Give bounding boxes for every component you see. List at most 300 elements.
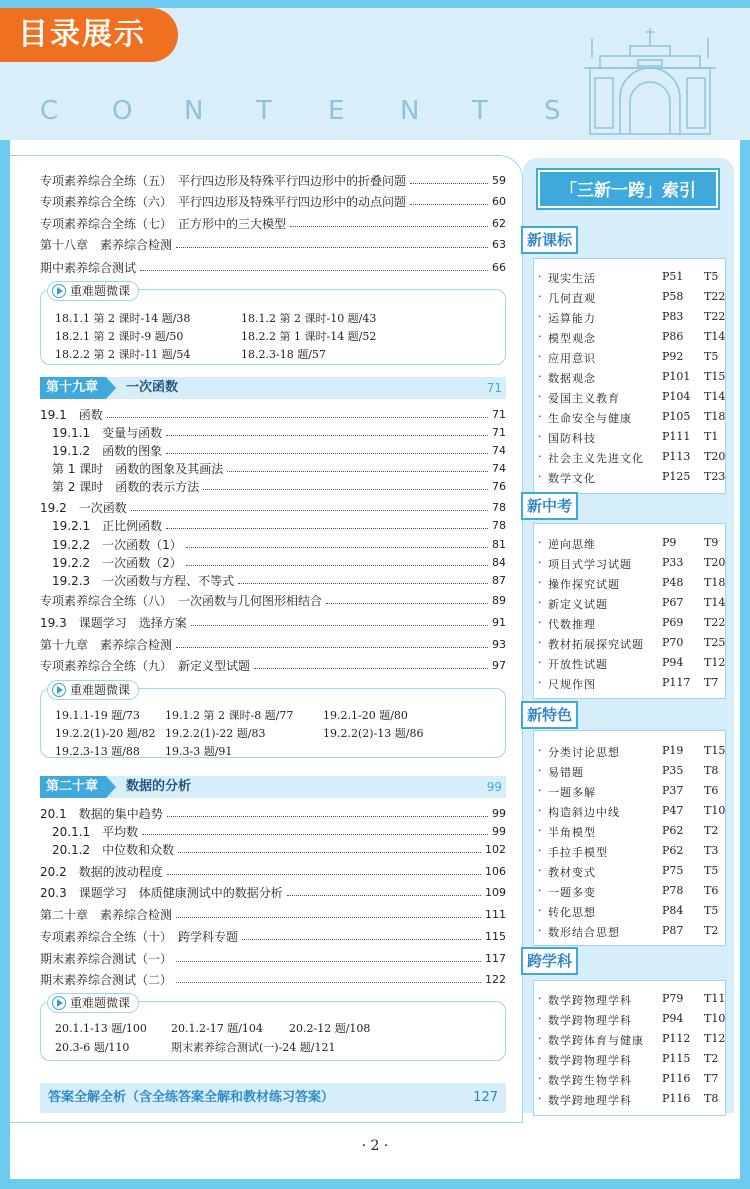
- index-item[interactable]: [538, 741, 726, 761]
- index-item-question: T22: [704, 310, 726, 323]
- index-item-page: P111: [662, 430, 691, 443]
- micro-item[interactable]: 19.3-3 题/91: [165, 745, 233, 758]
- index-item[interactable]: [538, 613, 726, 633]
- bullet-icon: ·: [538, 904, 542, 917]
- toc-entry-page: 117: [485, 951, 506, 965]
- toc-entry[interactable]: [52, 839, 506, 859]
- index-item[interactable]: [538, 1089, 723, 1109]
- contents-letter: S: [544, 96, 561, 126]
- toc-entry-page: 71: [492, 407, 506, 421]
- toc-entry[interactable]: [40, 634, 506, 654]
- bullet-icon: ·: [538, 290, 542, 303]
- bullet-icon: ·: [538, 576, 542, 589]
- index-item-name: 数形结合思想: [548, 926, 620, 939]
- index-item-page: P48: [662, 576, 684, 589]
- index-item[interactable]: [538, 427, 723, 447]
- index-item-question: T10: [704, 804, 726, 817]
- micro-item[interactable]: 19.2.2(1)-22 题/83: [165, 727, 266, 740]
- toc-entry-page: 71: [492, 425, 506, 439]
- toc-entry-page: 97: [492, 658, 506, 672]
- bullet-icon: ·: [538, 330, 542, 343]
- index-category-label: 跨学科: [521, 947, 578, 975]
- index-item-name: 一题多解: [548, 786, 596, 799]
- toc-entry-label: 专项素养综合全练（五） 平行四边形及特殊平行四边形中的折叠问题: [40, 173, 407, 188]
- micro-lesson-box-19: [40, 683, 506, 758]
- chapter-20-bar[interactable]: [40, 776, 506, 798]
- gate-building-icon: [580, 18, 720, 138]
- index-item-page: P86: [662, 330, 684, 343]
- index-item-name: 现实生活: [548, 272, 596, 285]
- dot-leader: [242, 939, 481, 940]
- dot-leader: [142, 834, 488, 835]
- index-item-page: P117: [662, 676, 691, 689]
- toc-entry-label: 期末素养综合测试（二）: [40, 972, 173, 987]
- toc-entry-label: 19.2.2 一次函数（1）: [52, 537, 182, 552]
- index-item-name: 运算能力: [548, 312, 596, 325]
- index-item-page: P105: [662, 410, 691, 423]
- micro-item[interactable]: 20.2-12 题/108: [289, 1022, 371, 1035]
- index-item[interactable]: [538, 287, 726, 307]
- index-item-question: T22: [704, 290, 726, 303]
- dot-leader: [166, 453, 488, 454]
- dot-leader: [326, 603, 488, 604]
- micro-item[interactable]: 18.2.3-18 题/57: [241, 348, 326, 361]
- toc-entry-label: 20.1 数据的集中趋势: [40, 806, 163, 821]
- toc-entry-page: 63: [492, 237, 506, 251]
- toc-entry[interactable]: [40, 904, 506, 924]
- index-item-page: P115: [662, 1052, 691, 1065]
- index-item-question: T14: [704, 390, 726, 403]
- index-item-question: T10: [704, 1012, 726, 1025]
- index-item-page: P94: [662, 1012, 684, 1025]
- toc-entry-label: 专项素养综合全练（七） 正方形中的三大模型: [40, 216, 287, 231]
- dot-leader: [107, 417, 488, 418]
- index-item-name: 数学跨生物学科: [548, 1074, 632, 1087]
- toc-entry[interactable]: [40, 612, 506, 632]
- micro-lesson-tab: 重难题微课: [47, 680, 139, 700]
- toc-entry-page: 106: [485, 864, 506, 878]
- index-item-page: P116: [662, 1092, 691, 1105]
- index-item-page: P101: [662, 370, 691, 383]
- index-item-question: T11: [704, 992, 726, 1005]
- index-item[interactable]: [538, 1009, 726, 1029]
- index-item-name: 教材变式: [548, 866, 596, 879]
- play-icon: [52, 996, 66, 1010]
- toc-entry[interactable]: [52, 515, 506, 535]
- index-item-question: T5: [704, 904, 719, 917]
- bullet-icon: ·: [538, 390, 542, 403]
- toc-entry[interactable]: [40, 234, 506, 254]
- toc-entry-label: 19.2 一次函数: [40, 500, 127, 515]
- index-item[interactable]: [538, 407, 726, 427]
- toc-entry-page: 78: [492, 518, 506, 532]
- index-item[interactable]: [538, 781, 723, 801]
- index-item[interactable]: [538, 387, 726, 407]
- toc-entry[interactable]: [40, 497, 506, 517]
- index-title: 「三新一跨」索引: [538, 170, 718, 208]
- index-item-name: 生命安全与健康: [548, 412, 632, 425]
- index-item-page: P47: [662, 804, 684, 817]
- index-item-name: 应用意识: [548, 352, 596, 365]
- toc-entry-page: 84: [492, 555, 506, 569]
- toc-entry[interactable]: [52, 476, 506, 496]
- index-item[interactable]: [538, 901, 723, 921]
- index-item[interactable]: [538, 653, 726, 673]
- toc-entry-label: 19.2.2 一次函数（2）: [52, 555, 182, 570]
- toc-entry-label: 20.2 数据的波动程度: [40, 864, 163, 879]
- toc-entry-label: 第 1 课时 函数的图象及其画法: [52, 461, 224, 476]
- toc-entry[interactable]: [40, 590, 506, 610]
- index-item-page: P92: [662, 350, 684, 363]
- toc-entry-page: 122: [485, 972, 506, 986]
- index-item[interactable]: [538, 761, 723, 781]
- dot-leader: [140, 270, 488, 271]
- toc-entry-label: 19.2.3 一次函数与方程、不等式: [52, 573, 235, 588]
- index-item-page: P84: [662, 904, 684, 917]
- index-item-question: T20: [704, 450, 726, 463]
- micro-lesson-tab: 重难题微课: [47, 281, 139, 301]
- index-item-name: 模型观念: [548, 332, 596, 345]
- index-category-box: [533, 523, 726, 699]
- index-item[interactable]: [538, 347, 723, 367]
- bullet-icon: ·: [538, 310, 542, 323]
- dot-leader: [410, 204, 488, 205]
- index-item-question: T2: [704, 924, 719, 937]
- micro-item[interactable]: 期末素养综合测试(一)-24 题/121: [171, 1041, 336, 1054]
- page-number: · 2 ·: [361, 1138, 389, 1154]
- bullet-icon: ·: [538, 636, 542, 649]
- toc-entry[interactable]: [52, 422, 506, 442]
- play-icon: [52, 683, 66, 697]
- toc-entry[interactable]: [40, 926, 506, 946]
- index-item-name: 数学跨地理学科: [548, 1094, 632, 1107]
- index-item-name: 手拉手模型: [548, 846, 608, 859]
- bullet-icon: ·: [538, 616, 542, 629]
- bullet-icon: ·: [538, 844, 542, 857]
- micro-item[interactable]: 19.1.1-19 题/73: [55, 709, 140, 722]
- toc-entry-label: 19.2.1 正比例函数: [52, 518, 163, 533]
- toc-entry-label: 期末素养综合测试（一）: [40, 951, 173, 966]
- micro-item[interactable]: 18.2.1 第 2 课时-9 题/50: [55, 330, 184, 343]
- toc-entry-page: 74: [492, 461, 506, 475]
- bullet-icon: ·: [538, 1012, 542, 1025]
- index-item-question: T7: [704, 676, 719, 689]
- toc-entry[interactable]: [40, 803, 506, 823]
- index-item-question: T22: [704, 616, 726, 629]
- index-item-page: P87: [662, 924, 684, 937]
- index-item-name: 转化思想: [548, 906, 596, 919]
- index-item-page: P78: [662, 884, 684, 897]
- dot-leader: [176, 961, 481, 962]
- dot-leader: [191, 625, 488, 626]
- index-item[interactable]: [538, 593, 726, 613]
- micro-lesson-box-20: [40, 996, 506, 1061]
- toc-entry-page: 60: [492, 194, 506, 208]
- index-item-page: P112: [662, 1032, 691, 1045]
- toc-entry[interactable]: [52, 570, 506, 590]
- index-item[interactable]: [538, 553, 726, 573]
- toc-entry[interactable]: [40, 655, 506, 675]
- toc-entry-page: 87: [492, 573, 506, 587]
- index-item[interactable]: [538, 573, 726, 593]
- toc-entry-page: 81: [492, 537, 506, 551]
- bullet-icon: ·: [538, 450, 542, 463]
- index-item[interactable]: [538, 1049, 723, 1069]
- chapter-number: 第十九章: [40, 377, 106, 399]
- toc-entry[interactable]: [40, 882, 506, 902]
- index-item[interactable]: [538, 327, 726, 347]
- micro-lesson-tab: 重难题微课: [47, 993, 139, 1013]
- index-item-question: T5: [704, 350, 719, 363]
- index-item-name: 几何直观: [548, 292, 596, 305]
- micro-item[interactable]: 19.1.2 第 2 课时-8 题/77: [165, 709, 294, 722]
- toc-entry-page: 115: [485, 929, 506, 943]
- toc-entry[interactable]: [52, 440, 506, 460]
- bullet-icon: ·: [538, 656, 542, 669]
- index-item-page: P62: [662, 824, 684, 837]
- bullet-icon: ·: [538, 764, 542, 777]
- index-category-label: 新特色: [521, 701, 578, 729]
- toc-entry-label: 期中素养综合测试: [40, 260, 137, 275]
- toc-entry[interactable]: [40, 969, 506, 989]
- index-item-question: T5: [704, 864, 719, 877]
- micro-item[interactable]: 18.1.2 第 2 课时-10 题/43: [241, 312, 377, 325]
- index-item-name: 一题多变: [548, 886, 596, 899]
- index-item-question: T14: [704, 596, 726, 609]
- toc-entry-label: 19.1 函数: [40, 407, 103, 422]
- index-item[interactable]: [538, 673, 723, 693]
- index-item-name: 尺规作图: [548, 678, 596, 691]
- index-item-question: T9: [704, 536, 719, 549]
- micro-lesson-box-18: [40, 284, 506, 365]
- toc-entry-label: 专项素养综合全练（六） 平行四边形及特殊平行四边形中的动点问题: [40, 194, 407, 209]
- dot-leader: [254, 668, 488, 669]
- index-item-name: 爱国主义教育: [548, 392, 620, 405]
- index-category-box: [533, 730, 726, 946]
- toc-entry-page: 76: [492, 479, 506, 493]
- bullet-icon: ·: [538, 924, 542, 937]
- toc-entry-page: 111: [485, 907, 506, 921]
- toc-entry-label: 第二十章 素养综合检测: [40, 907, 173, 922]
- bullet-icon: ·: [538, 992, 542, 1005]
- index-item-page: P58: [662, 290, 684, 303]
- dot-leader: [238, 583, 488, 584]
- frame-left: [0, 140, 10, 1189]
- bullet-icon: ·: [538, 470, 542, 483]
- index-item[interactable]: [538, 801, 726, 821]
- index-item-name: 数学跨物理学科: [548, 1014, 632, 1027]
- micro-item[interactable]: 20.1.2-17 题/104: [171, 1022, 263, 1035]
- micro-item[interactable]: 18.1.1 第 2 课时-14 题/38: [55, 312, 191, 325]
- dot-leader: [176, 247, 488, 248]
- chapter-page: 99: [486, 780, 502, 794]
- index-item-question: T15: [704, 370, 726, 383]
- index-item-question: T12: [704, 656, 726, 669]
- dot-leader: [131, 510, 488, 511]
- toc-entry-label: 第十八章 素养综合检测: [40, 237, 173, 252]
- frame-right: [740, 140, 750, 1189]
- toc-entry-label: 19.3 课题学习 选择方案: [40, 615, 187, 630]
- index-item-page: P79: [662, 992, 684, 1005]
- dot-leader: [176, 917, 481, 918]
- micro-item[interactable]: 19.2.2(1)-20 题/82: [55, 727, 156, 740]
- index-item-page: P104: [662, 390, 691, 403]
- index-item-page: P70: [662, 636, 684, 649]
- dot-leader: [186, 565, 488, 566]
- toc-entry-page: 93: [492, 637, 506, 651]
- index-item[interactable]: [538, 1069, 723, 1089]
- dot-leader: [176, 982, 481, 983]
- contents-letter: O: [112, 96, 133, 126]
- index-item-question: T2: [704, 1052, 719, 1065]
- index-item[interactable]: [538, 821, 723, 841]
- index-item-question: T3: [704, 844, 719, 857]
- toc-entry[interactable]: [52, 552, 506, 572]
- page-title: 目录展示: [0, 8, 178, 62]
- toc-entry[interactable]: [40, 948, 506, 968]
- bullet-icon: ·: [538, 864, 542, 877]
- micro-item[interactable]: 19.2.3-13 题/88: [55, 745, 140, 758]
- micro-item[interactable]: 20.1.1-13 题/100: [55, 1022, 147, 1035]
- index-item-page: P33: [662, 556, 684, 569]
- bullet-icon: ·: [538, 676, 542, 689]
- micro-item[interactable]: 19.2.2(2)-13 题/86: [323, 727, 424, 740]
- toc-entry-page: 109: [485, 885, 506, 899]
- index-item-name: 易错题: [548, 766, 584, 779]
- index-category-label: 新中考: [521, 492, 578, 520]
- index-category-box: [533, 258, 726, 494]
- chapter-page: 71: [486, 381, 502, 395]
- index-item-name: 教材拓展探究试题: [548, 638, 644, 651]
- toc-entry-page: 74: [492, 443, 506, 457]
- index-item-name: 国防科技: [548, 432, 596, 445]
- index-item-name: 半角模型: [548, 826, 596, 839]
- toc-entry[interactable]: [52, 821, 506, 841]
- index-item[interactable]: [538, 367, 726, 387]
- index-item-question: T23: [704, 470, 726, 483]
- bullet-icon: ·: [538, 270, 542, 283]
- answers-label: 答案全解全析（含全练答案全解和教材练习答案）: [48, 1090, 335, 1105]
- index-item-page: P83: [662, 310, 684, 323]
- index-item-name: 数学跨体育与健康: [548, 1034, 644, 1047]
- toc-entry[interactable]: [40, 170, 506, 190]
- index-item[interactable]: [538, 307, 726, 327]
- index-item[interactable]: [538, 841, 723, 861]
- dot-leader: [166, 528, 488, 529]
- index-item[interactable]: [538, 447, 726, 467]
- contents-letter: T: [472, 96, 488, 126]
- chapter-19-bar[interactable]: [40, 377, 506, 399]
- index-item-question: T7: [704, 1072, 719, 1085]
- toc-entry-label: 专项素养综合全练（九） 新定义型试题: [40, 658, 251, 673]
- index-item-question: T2: [704, 824, 719, 837]
- dot-leader: [287, 895, 481, 896]
- bullet-icon: ·: [538, 350, 542, 363]
- toc-entry-page: 66: [492, 260, 506, 274]
- contents-letter: T: [256, 96, 272, 126]
- toc-entry[interactable]: [40, 191, 506, 211]
- index-item-question: T6: [704, 784, 719, 797]
- bullet-icon: ·: [538, 884, 542, 897]
- index-item-page: P9: [662, 536, 677, 549]
- bullet-icon: ·: [538, 536, 542, 549]
- toc-entry-page: 99: [492, 806, 506, 820]
- toc-entry[interactable]: [52, 534, 506, 554]
- toc-entry-label: 第十九章 素养综合检测: [40, 637, 173, 652]
- dot-leader: [167, 874, 481, 875]
- index-item[interactable]: [538, 989, 726, 1009]
- index-item[interactable]: [538, 533, 723, 553]
- index-item-question: T20: [704, 556, 726, 569]
- micro-item[interactable]: 20.3-6 题/110: [55, 1041, 130, 1054]
- chapter-title: 数据的分析: [126, 779, 192, 794]
- play-icon: [52, 284, 66, 298]
- index-item-question: T18: [704, 576, 726, 589]
- dot-leader: [227, 471, 488, 472]
- bullet-icon: ·: [538, 596, 542, 609]
- answers-bar[interactable]: [40, 1083, 506, 1113]
- index-item[interactable]: [538, 921, 723, 941]
- toc-entry-label: 20.1.2 中位数和众数: [52, 842, 175, 857]
- index-item-name: 逆向思维: [548, 538, 596, 551]
- index-item[interactable]: [538, 467, 726, 487]
- index-item[interactable]: [538, 881, 723, 901]
- bullet-icon: ·: [538, 1092, 542, 1105]
- index-item[interactable]: [538, 861, 723, 881]
- index-item-page: P125: [662, 470, 691, 483]
- index-item-page: P37: [662, 784, 684, 797]
- dot-leader: [167, 816, 488, 817]
- index-item-name: 数学文化: [548, 472, 596, 485]
- page-header: [0, 0, 750, 140]
- bullet-icon: ·: [538, 824, 542, 837]
- toc-entry-label: 第 2 课时 函数的表示方法: [52, 479, 200, 494]
- toc-entry[interactable]: [40, 213, 506, 233]
- dot-leader: [410, 183, 488, 184]
- toc-entry[interactable]: [40, 257, 506, 277]
- bullet-icon: ·: [538, 556, 542, 569]
- toc-entry[interactable]: [40, 404, 506, 424]
- toc-entry[interactable]: [52, 458, 506, 478]
- contents-letter: N: [400, 96, 420, 126]
- dot-leader: [166, 435, 488, 436]
- toc-entry[interactable]: [40, 861, 506, 881]
- index-item-name: 数学跨物理学科: [548, 994, 632, 1007]
- micro-item[interactable]: 18.2.2 第 1 课时-14 题/52: [241, 330, 377, 343]
- frame-bottom: [0, 1179, 750, 1189]
- index-item-page: P35: [662, 764, 684, 777]
- chapter-title: 一次函数: [126, 380, 179, 395]
- micro-item[interactable]: 18.2.2 第 2 课时-11 题/54: [55, 348, 191, 361]
- index-item-question: T25: [704, 636, 726, 649]
- contents-watermark: [40, 96, 616, 126]
- toc-entry-page: 89: [492, 593, 506, 607]
- index-item-name: 新定义试题: [548, 598, 608, 611]
- toc-entry-page: 99: [492, 824, 506, 838]
- index-item[interactable]: [538, 267, 723, 287]
- toc-entry-page: 62: [492, 216, 506, 230]
- index-item[interactable]: [538, 633, 726, 653]
- bullet-icon: ·: [538, 1052, 542, 1065]
- index-item-name: 项目式学习试题: [548, 558, 632, 571]
- index-item-page: P62: [662, 844, 684, 857]
- index-item-name: 数学跨物理学科: [548, 1054, 632, 1067]
- index-item[interactable]: [538, 1029, 726, 1049]
- micro-item[interactable]: 19.2.1-20 题/80: [323, 709, 408, 722]
- toc-entry-label: 专项素养综合全练（十） 跨学科专题: [40, 929, 239, 944]
- contents-letter: C: [40, 96, 59, 126]
- toc-entry-page: 91: [492, 615, 506, 629]
